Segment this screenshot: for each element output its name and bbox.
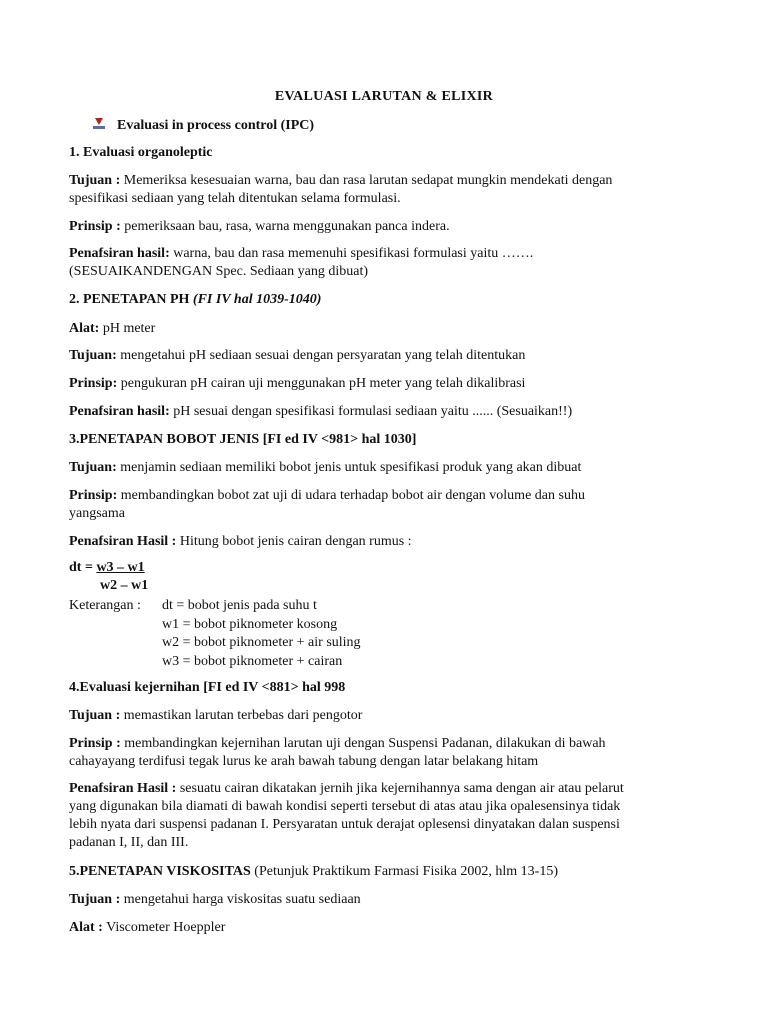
s4-penafsiran-line2: yang digunakan bila diamati di bawah kondisi seperti tersebut di atas atau jika opalesensinya tidak [69, 799, 621, 814]
s1-tujuan-line1: Memeriksa kesesuaian warna, bau dan rasa larutan sedapat mungkin mendekati dengan [120, 173, 613, 188]
s2-heading-ref: (FI IV hal 1039-1040) [192, 292, 322, 307]
s1-prinsip [69, 218, 689, 236]
s4-penafsiran-line1: sesuatu cairan dikatakan jernih jika kejernihannya sama dengan air atau pelarut [176, 781, 624, 796]
s3-penafsiran-text: Hitung bobot jenis cairan dengan rumus : [176, 534, 412, 549]
s4-prinsip-label: Prinsip : [69, 736, 121, 751]
s4-tujuan-text: memastikan larutan terbebas dari pengotor [120, 708, 363, 723]
s4-tujuan [69, 707, 689, 725]
s5-tujuan-text: mengetahui harga viskositas suatu sediaan [120, 892, 361, 907]
s3-prinsip-line1: membandingkan bobot zat uji di udara terhadap bobot air dengan volume dan suhu [117, 488, 585, 503]
arrow-bullet-icon [93, 118, 105, 130]
s5-alat [69, 919, 689, 937]
formula-denominator: w2 – w1 [100, 578, 149, 593]
s1-penafsiran-line1: warna, bau dan rasa memenuhi spesifikasi formulasi yaitu ……. [169, 246, 534, 261]
s2-prinsip-label: Prinsip: [69, 376, 118, 391]
s2-alat-label: Alat: [69, 321, 100, 336]
s2-prinsip-text: pengukuran pH cairan uji menggunakan pH meter yang telah dikalibrasi [117, 376, 526, 391]
s3-penafsiran-label: Penafsiran Hasil : [69, 534, 177, 549]
section-5-heading [69, 863, 689, 881]
s4-tujuan-label: Tujuan : [69, 708, 121, 723]
keterangan-item: w2 = bobot piknometer + air suling [162, 635, 361, 651]
s1-tujuan-label: Tujuan : [69, 173, 121, 188]
s1-penafsiran [69, 245, 689, 263]
s2-heading-main: 2. PENETAPAN PH [69, 292, 193, 307]
ipc-bullet-item [93, 117, 314, 135]
s3-prinsip-line2: yangsama [69, 506, 125, 521]
keterangan-list [69, 597, 569, 672]
s4-prinsip [69, 735, 689, 753]
section-2-heading [69, 291, 689, 309]
s1-penafsiran-label: Penafsiran hasil: [69, 246, 170, 261]
s4-penafsiran-label: Penafsiran Hasil : [69, 781, 177, 796]
keterangan-row [69, 616, 569, 635]
keterangan-item: w3 = bobot piknometer + cairan [162, 654, 343, 670]
keterangan-item: w1 = bobot piknometer kosong [162, 616, 338, 632]
s4-prinsip-line1: membandingkan kejernihan larutan uji dengan Suspensi Padanan, dilakukan di bawah [120, 736, 606, 751]
formula-lhs: dt = [69, 560, 97, 575]
keterangan-label: Keterangan : [69, 598, 141, 613]
s2-penafsiran-text: pH sesuai dengan spesifikasi formulasi sediaan yaitu ...... (Sesuaikan!!) [169, 404, 573, 419]
s2-prinsip [69, 375, 689, 393]
formula-numerator-line [69, 559, 269, 577]
density-formula [69, 559, 269, 595]
formula-numerator: w3 – w1 [96, 560, 145, 575]
section-3-heading: 3.PENETAPAN BOBOT JENIS [FI ed IV <981> hal 1030] [69, 432, 417, 447]
s1-penafsiran-line2: (SESUAIKANDENGAN Spec. Sediaan yang dibuat) [69, 264, 369, 279]
s3-tujuan [69, 459, 689, 477]
s3-tujuan-text: menjamin sediaan memiliki bobot jenis untuk spesifikasi produk yang akan dibuat [116, 460, 582, 475]
s1-tujuan [69, 172, 689, 190]
s1-prinsip-label: Prinsip : [69, 219, 121, 234]
s4-penafsiran-line4: padanan I, II, dan III. [69, 835, 189, 850]
keterangan-row [69, 653, 569, 672]
s2-tujuan [69, 347, 689, 365]
s2-penafsiran [69, 403, 689, 421]
s5-alat-text: Viscometer Hoeppler [102, 920, 226, 935]
section-1-heading: 1. Evaluasi organoleptic [69, 145, 213, 160]
s1-prinsip-text: pemeriksaan bau, rasa, warna menggunakan panca indera. [120, 219, 450, 234]
s4-penafsiran-line3: lebih nyata dari suspensi padanan I. Persyaratan untuk derajat oplesensi dinyatakan dalan suspensi [69, 817, 620, 832]
s3-tujuan-label: Tujuan: [69, 460, 117, 475]
document-title: EVALUASI LARUTAN & ELIXIR [274, 89, 494, 104]
s5-tujuan [69, 891, 689, 909]
s2-tujuan-text: mengetahui pH sediaan sesuai dengan persyaratan yang telah ditentukan [116, 348, 526, 363]
s4-prinsip-line2: cahayayang terdifusi tegak lurus ke arah bawah tabung dengan latar belakang hitam [69, 754, 539, 769]
keterangan-item: dt = bobot jenis pada suhu t [162, 598, 317, 613]
s5-heading-main: 5.PENETAPAN VISKOSITAS [69, 864, 251, 879]
s4-penafsiran [69, 780, 689, 798]
s3-prinsip [69, 487, 689, 505]
keterangan-row [69, 597, 569, 616]
s2-alat-text: pH meter [99, 321, 156, 336]
s2-tujuan-label: Tujuan: [69, 348, 117, 363]
keterangan-row [69, 634, 569, 653]
s2-penafsiran-label: Penafsiran hasil: [69, 404, 170, 419]
ipc-bullet-text: Evaluasi in process control (IPC) [117, 118, 315, 133]
s2-alat [69, 320, 689, 338]
s5-tujuan-label: Tujuan : [69, 892, 121, 907]
s5-heading-ref: (Petunjuk Praktikum Farmasi Fisika 2002, hlm 13-15) [250, 864, 558, 879]
s5-alat-label: Alat : [69, 920, 103, 935]
s3-prinsip-label: Prinsip: [69, 488, 118, 503]
s1-tujuan-line2: spesifikasi sediaan yang telah ditentukan selama formulasi. [69, 191, 401, 206]
s3-penafsiran [69, 533, 689, 551]
section-4-heading: 4.Evaluasi kejernihan [FI ed IV <881> hal 998 [69, 680, 346, 695]
